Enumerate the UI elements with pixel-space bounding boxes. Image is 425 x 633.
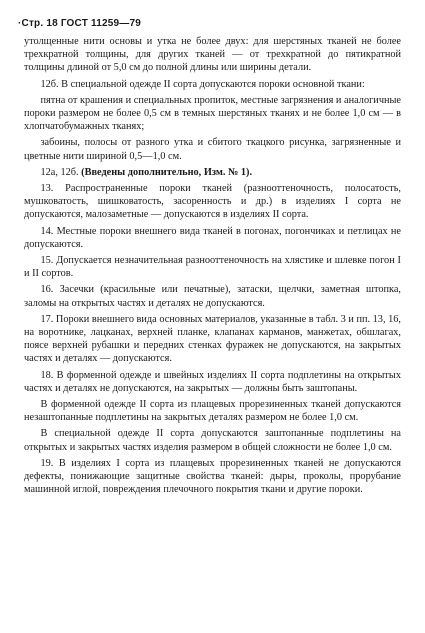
paragraph-18-special: В специальной одежде II сорта допускаются заштопанные подплетины на открытых и закрытых частях изделия размером в общей сложности не более 1,0 см. — [24, 428, 401, 453]
paragraph-12b-defects: забоины, полосы от разного утка и сбитого ткацкого рисунка, загрязненные и цветные нити шириной 0,5—1,0 см. — [24, 137, 401, 162]
paragraph-amendment-note — [24, 166, 401, 179]
amendment-bold: (Введены дополнительно, Изм. № 1). — [81, 166, 253, 178]
paragraph-17: 17. Пороки внешнего вида основных материалов, указанные в табл. 3 и пп. 13, 16, на воротнике, лацканах, верхней планке, клапанах карманов, манжетах, обшлагах, поясе верхней рубашки и передних стенках фуражек не допускаются, на закрытых частях и деталях — допускаются. — [24, 313, 401, 365]
page-header: ·Стр. 18 ГОСТ 11259—79 — [18, 18, 141, 29]
paragraph-13: 13. Распространенные пороки тканей (разнооттеночность, полосатость, мушковатость, шишковатость, засоренность и др.) в изделиях I сорта не допускаются, малозаметные — допускаются в изделиях II сорта. — [24, 183, 401, 221]
amendment-ref: 12а, 12б. — [40, 166, 82, 178]
paragraph-18: 18. В форменной одежде и швейных изделиях II сорта подплетины на открытых частях и деталях не допускаются, на закрытых — должны быть заштопаны. — [24, 369, 401, 394]
paragraph-15: 15. Допускается незначительная разнооттеночность на хлястике и шлевке погон I и II сортов. — [24, 255, 401, 280]
document-body — [24, 35, 401, 497]
paragraph-19: 19. В изделиях I сорта из плащевых прорезиненных тканей не допускаются дефекты, понижающие защитные свойства тканей: дыры, проколы, прорубание машинной иглой, повреждения плечочного покрытия ткани и другие пороки. — [24, 457, 401, 496]
paragraph-continuation: утолщенные нити основы и утка не более двух: для шерстяных тканей не более трехкратной толщины, для других тканей — от трехкратной до пятикратной толщины длиной от 5,0 см до полной длины или ширины детали. — [24, 36, 401, 74]
paragraph-14: 14. Местные пороки внешнего вида тканей в погонах, погончиках и петлицах не допускаются. — [24, 225, 401, 250]
paragraph-18-raincoat: В форменной одежде II сорта из плащевых прорезиненных тканей допускаются незаштопанные подплетины на закрытых деталях размером не более 1,0 см. — [24, 399, 401, 424]
paragraph-12b-stains: пятна от крашения и специальных пропиток, местные загрязнения и аналогичные пороки размером не более 0,5 см в темных шерстяных тканях и не более 1,0 см — в хлопчатобумажных тканях; — [24, 94, 401, 133]
paragraph-16: 16. Засечки (красильные или печатные), затаски, щелчки, заметная штопка, заломы на открытых частях и деталях не допускаются. — [24, 284, 401, 309]
paragraph-12b: 12б. В специальной одежде II сорта допускаются пороки основной ткани: — [40, 78, 365, 90]
